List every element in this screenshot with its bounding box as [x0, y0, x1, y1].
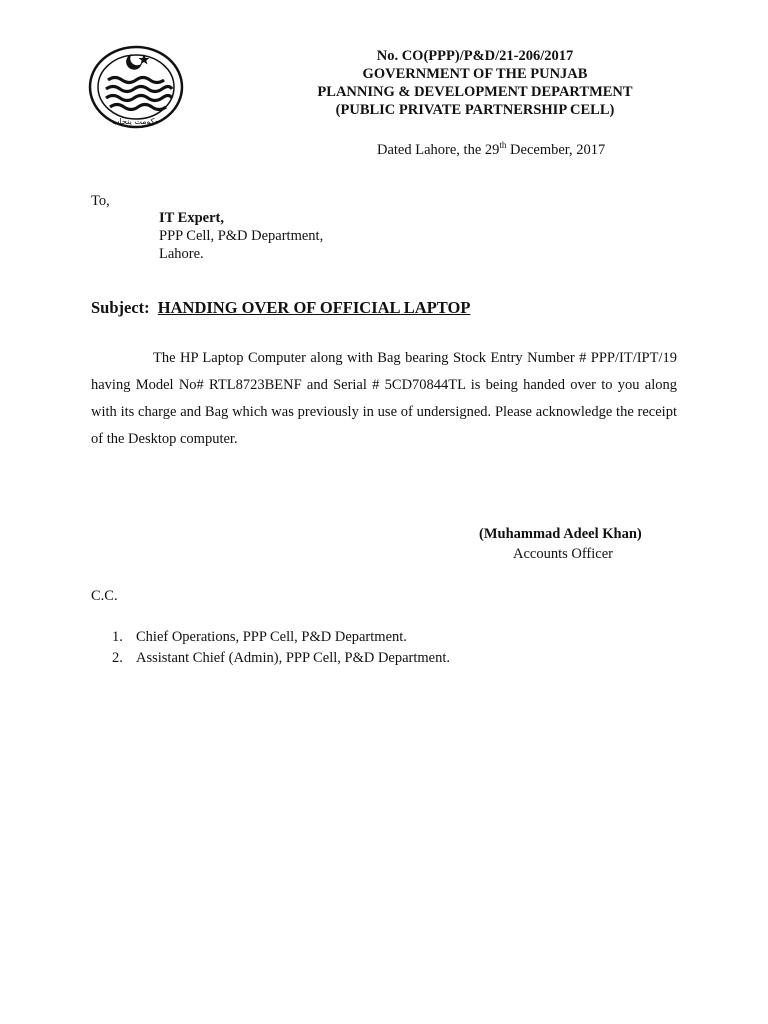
- recipient-name: IT Expert,: [159, 210, 224, 226]
- subject-title: HANDING OVER OF OFFICIAL LAPTOP: [157, 298, 471, 317]
- list-item: 2. Assistant Chief (Admin), PPP Cell, P&D Department.: [112, 650, 451, 666]
- letter-date: Dated Lahore, the 29th December, 2017: [377, 140, 606, 158]
- svg-text:حکومت پنجاب: حکومت پنجاب: [112, 117, 160, 126]
- cc-label: C.C.: [91, 588, 118, 604]
- cell-name: (PUBLIC PRIVATE PARTNERSHIP CELL): [335, 102, 615, 118]
- subject-line: [91, 298, 470, 318]
- list-item: 1. Chief Operations, PPP Cell, P&D Department.: [112, 629, 407, 645]
- cc-list: [112, 627, 450, 669]
- to-label: To,: [91, 193, 110, 209]
- reference-number: No. CO(PPP)/P&D/21-206/2017: [376, 48, 574, 64]
- government-name: GOVERNMENT OF THE PUNJAB: [362, 66, 588, 82]
- body-paragraph: The HP Laptop Computer along with Bag bearing Stock Entry Number # PPP/IT/IPT/19 having Model No# RTL8723BENF and Serial # 5CD70844TL is being handed over to you along with its charge and Bag which was previously in use of undersigned. Please acknowledge the receipt of the Desktop computer.: [91, 350, 677, 447]
- punjab-emblem-icon: [88, 44, 184, 130]
- recipient-line-2: Lahore.: [159, 246, 204, 262]
- signatory-designation: Accounts Officer: [513, 546, 613, 562]
- subject-label: Subject:: [91, 298, 150, 317]
- signatory-name: (Muhammad Adeel Khan): [479, 526, 642, 542]
- recipient-line-1: PPP Cell, P&D Department,: [159, 228, 324, 244]
- department-name: PLANNING & DEVELOPMENT DEPARTMENT: [317, 84, 633, 100]
